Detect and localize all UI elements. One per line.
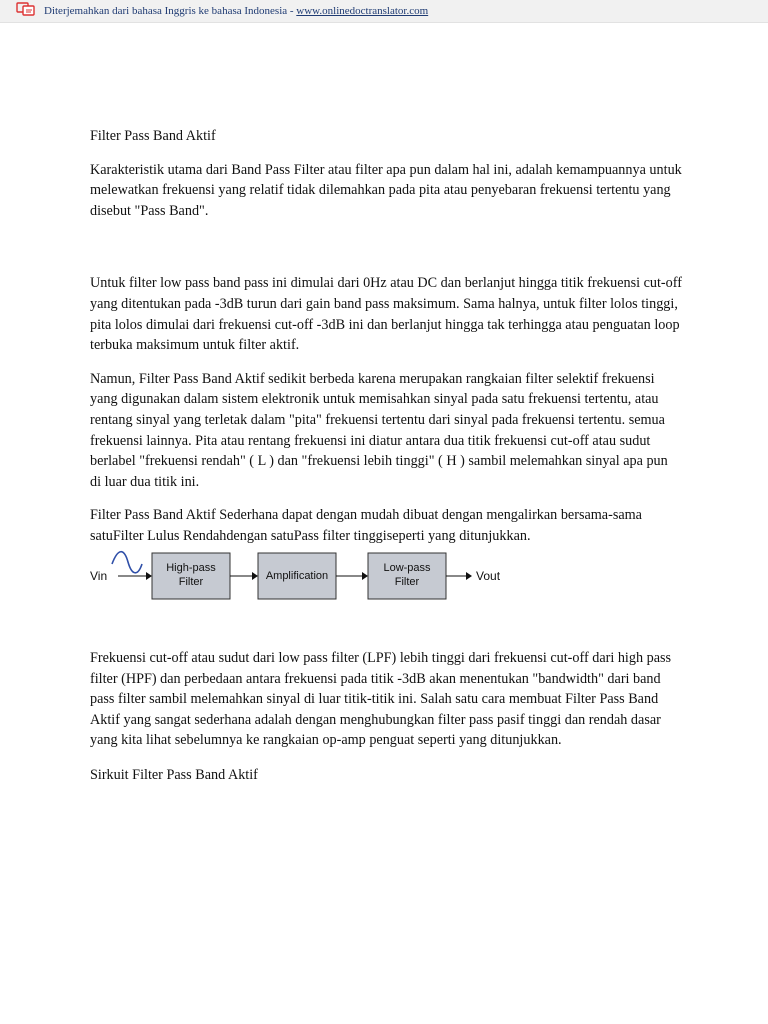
- paragraph-5: Frekuensi cut-off atau sudut dari low pass filter (LPF) lebih tinggi dari frekuensi cut-off dari high pass filter (HPF) dan perbedaan antara frekuensi pada titik -3dB akan menentukan "bandwidth" dari band pass filter sambil melemahkan sinyal di luar titik-titik ini. Salah satu cara membuat Filter Pass Band Aktif yang sangat sederhana adalah dengan menghubungkan filter pass pasif tinggi dan rendah dasar yang kita lihat sebelumnya ke rangkaian op-amp penguat seperti yang ditunjukkan.: [90, 650, 672, 749]
- arrow-head-1: [146, 572, 152, 580]
- arrow-head-4: [466, 572, 472, 580]
- translator-note-text: Diterjemahkan dari bahasa Inggris ke bahasa Indonesia -: [44, 5, 297, 17]
- low-pass-label-1: Low-pass: [383, 562, 431, 574]
- arrow-head-3: [362, 572, 368, 580]
- paragraph-1: Karakteristik utama dari Band Pass Filter atau filter apa pun dalam hal ini, adalah kemampuannya untuk melewatkan frekuensi yang relatif tidak dilemahkan pada pita atau penyebaran frekuensi tertentu yang disebut "Pass Band".: [90, 161, 682, 219]
- arrow-head-2: [252, 572, 258, 580]
- vout-label: Vout: [476, 569, 501, 583]
- translator-note: [44, 5, 428, 17]
- low-pass-label-2: Filter: [394, 576, 420, 588]
- document-title: Filter Pass Band Aktif: [90, 128, 216, 144]
- high-pass-label-1: High-pass: [166, 562, 216, 574]
- band-pass-block-diagram: [88, 548, 518, 608]
- paragraph-2: Untuk filter low pass band pass ini dimulai dari 0Hz atau DC dan berlanjut hingga titik frekuensi cut-off yang ditentukan pada -3dB turun dari gain band pass maksimum. Sama halnya, untuk filter lolos tinggi, pita lolos dimulai dari frekuensi cut-off -3dB ini dan berlanjut hingga tak terhingga atau penguatan loop terbuka maksimum untuk filter aktif.: [90, 275, 682, 354]
- sine-wave-icon: [112, 552, 142, 573]
- document-body: [90, 126, 682, 547]
- vin-label: Vin: [90, 569, 108, 583]
- paragraph-4: Filter Pass Band Aktif Sederhana dapat dengan mudah dibuat dengan mengalirkan bersama-sama satuFilter Lulus Rendahdengan satuPass filter tinggiseperti yang ditunjukkan.: [90, 507, 642, 544]
- translator-link[interactable]: www.onlinedoctranslator.com: [296, 5, 429, 17]
- translator-logo-icon: [16, 2, 36, 16]
- paragraph-3: Namun, Filter Pass Band Aktif sedikit berbeda karena merupakan rangkaian filter selektif frekuensi yang digunakan dalam sistem elektronik untuk memisahkan sinyal pada satu frekuensi tertentu, atau rentang sinyal yang terletak dalam "pita" frekuensi tertentu dari sinyal pada frekuensi tertentu. semua frekuensi lainnya. Pita atau rentang frekuensi ini diatur antara dua titik frekuensi cut-off atau sudut berlabel "frekuensi rendah" ( L ) dan "frekuensi lebih tinggi" ( H ) sambil melemahkan sinyal apa pun di luar dua titik ini.: [90, 370, 668, 490]
- translator-banner: [0, 0, 768, 23]
- high-pass-label-2: Filter: [178, 576, 204, 588]
- amplification-label: Amplification: [265, 570, 329, 582]
- section-heading: Sirkuit Filter Pass Band Aktif: [90, 766, 258, 783]
- document-body-continued: [90, 648, 682, 786]
